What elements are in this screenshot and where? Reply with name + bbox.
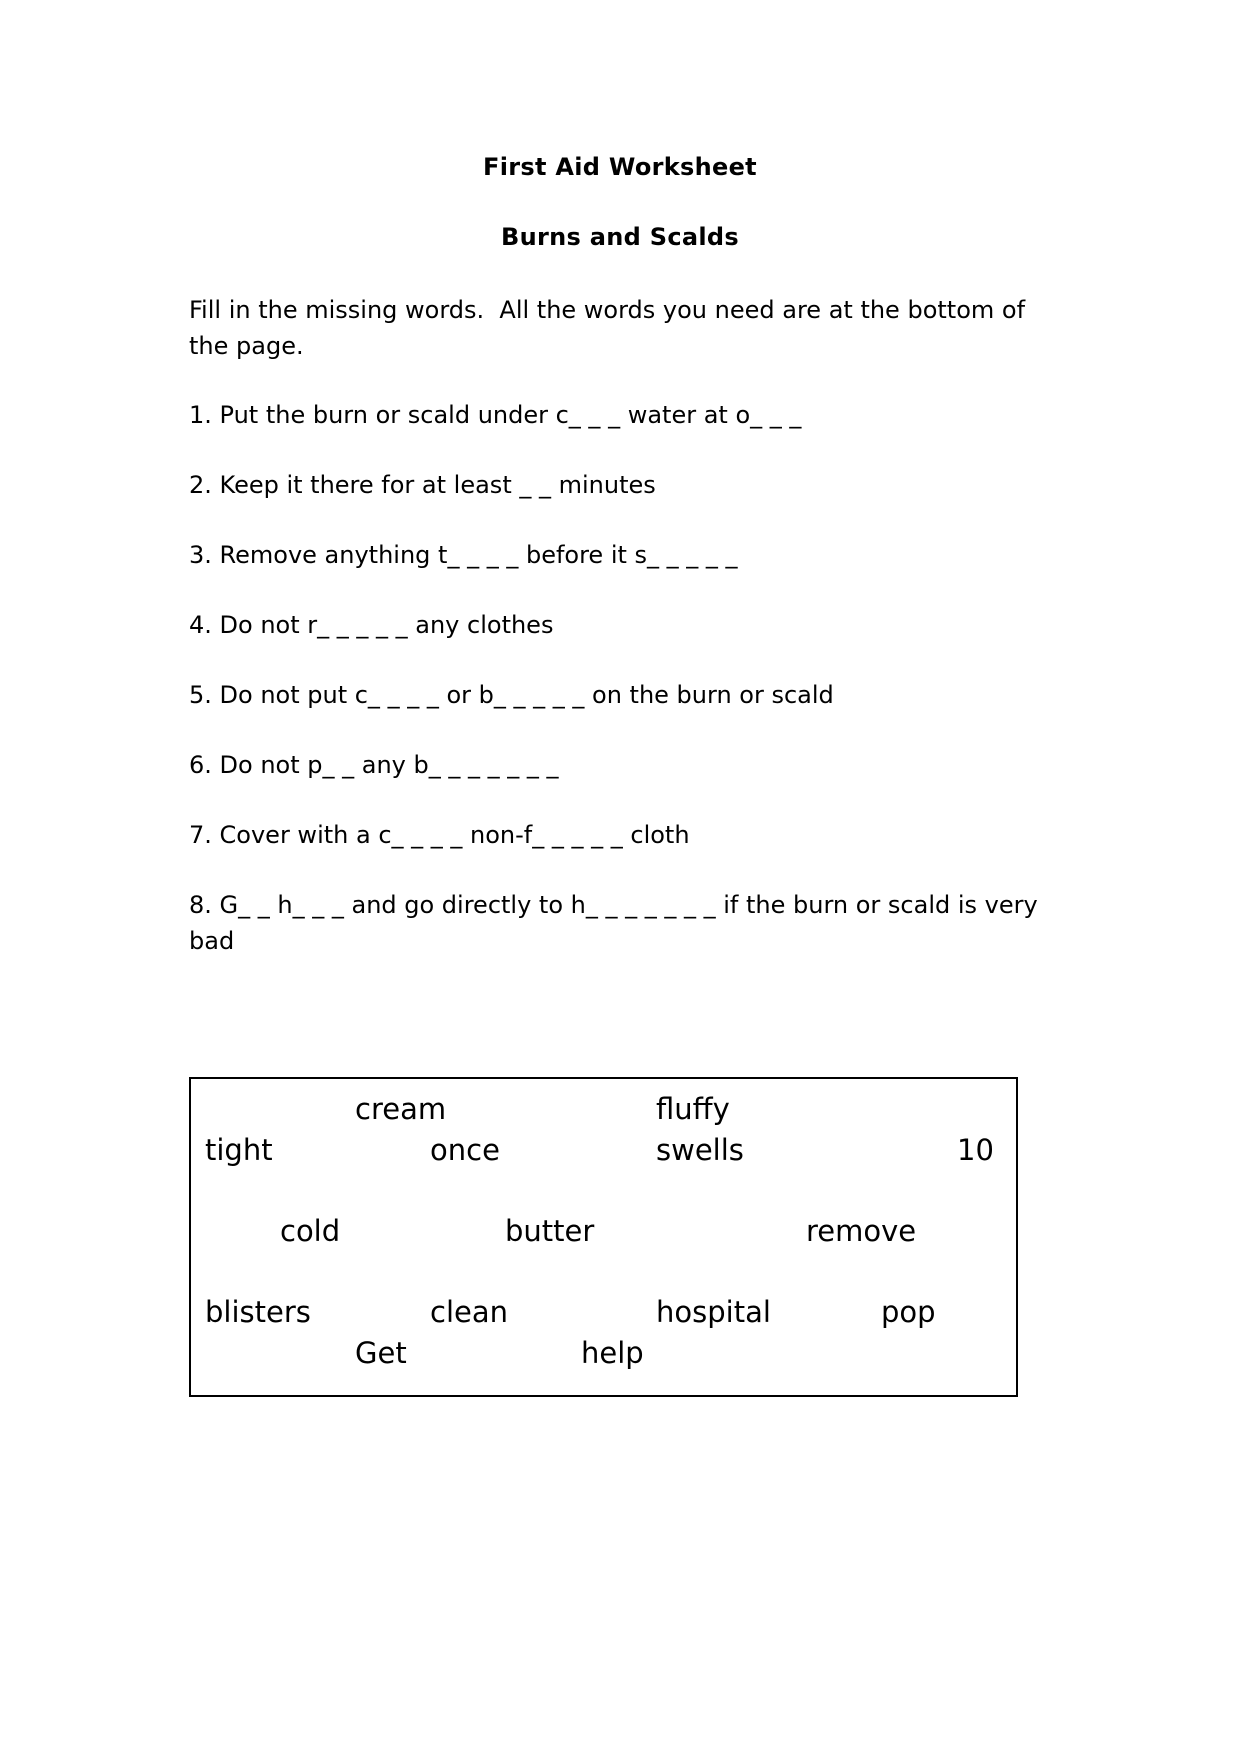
- word-bank-item: fluffy: [656, 1092, 730, 1126]
- word-bank-item: remove: [806, 1214, 917, 1248]
- question-5: 5. Do not put c_ _ _ _ or b_ _ _ _ _ on the burn or scald: [189, 681, 834, 709]
- instructions-text: Fill in the missing words. All the words you need are at the bottom of the page.: [189, 296, 1033, 360]
- word-bank-box: [189, 1077, 1018, 1397]
- word-bank-item: 10: [957, 1133, 994, 1167]
- worksheet-subtitle: Burns and Scalds: [501, 223, 739, 251]
- word-bank-item: clean: [430, 1295, 508, 1329]
- word-bank-item: blisters: [205, 1295, 311, 1329]
- word-bank-item: once: [430, 1133, 500, 1167]
- question-3: 3. Remove anything t_ _ _ _ before it s_ _ _ _ _: [189, 541, 738, 569]
- worksheet-title: First Aid Worksheet: [483, 153, 757, 181]
- word-bank-item: cold: [280, 1214, 341, 1248]
- word-bank-item: swells: [656, 1133, 744, 1167]
- question-1: 1. Put the burn or scald under c_ _ _ water at o_ _ _: [189, 401, 802, 429]
- word-bank-item: help: [581, 1336, 644, 1370]
- word-bank-item: hospital: [656, 1295, 771, 1329]
- question-8: 8. G_ _ h_ _ _ and go directly to h_ _ _ _ _ _ _ if the burn or scald is very bad: [189, 891, 1046, 955]
- word-bank-item: butter: [505, 1214, 595, 1248]
- question-2: 2. Keep it there for at least _ _ minutes: [189, 471, 656, 499]
- question-6: 6. Do not p_ _ any b_ _ _ _ _ _ _: [189, 751, 559, 779]
- word-bank-item: tight: [205, 1133, 273, 1167]
- question-7: 7. Cover with a c_ _ _ _ non-f_ _ _ _ _ cloth: [189, 821, 690, 849]
- word-bank-item: cream: [355, 1092, 447, 1126]
- question-4: 4. Do not r_ _ _ _ _ any clothes: [189, 611, 554, 639]
- word-bank-item: Get: [355, 1336, 407, 1370]
- word-bank-item: pop: [881, 1295, 936, 1329]
